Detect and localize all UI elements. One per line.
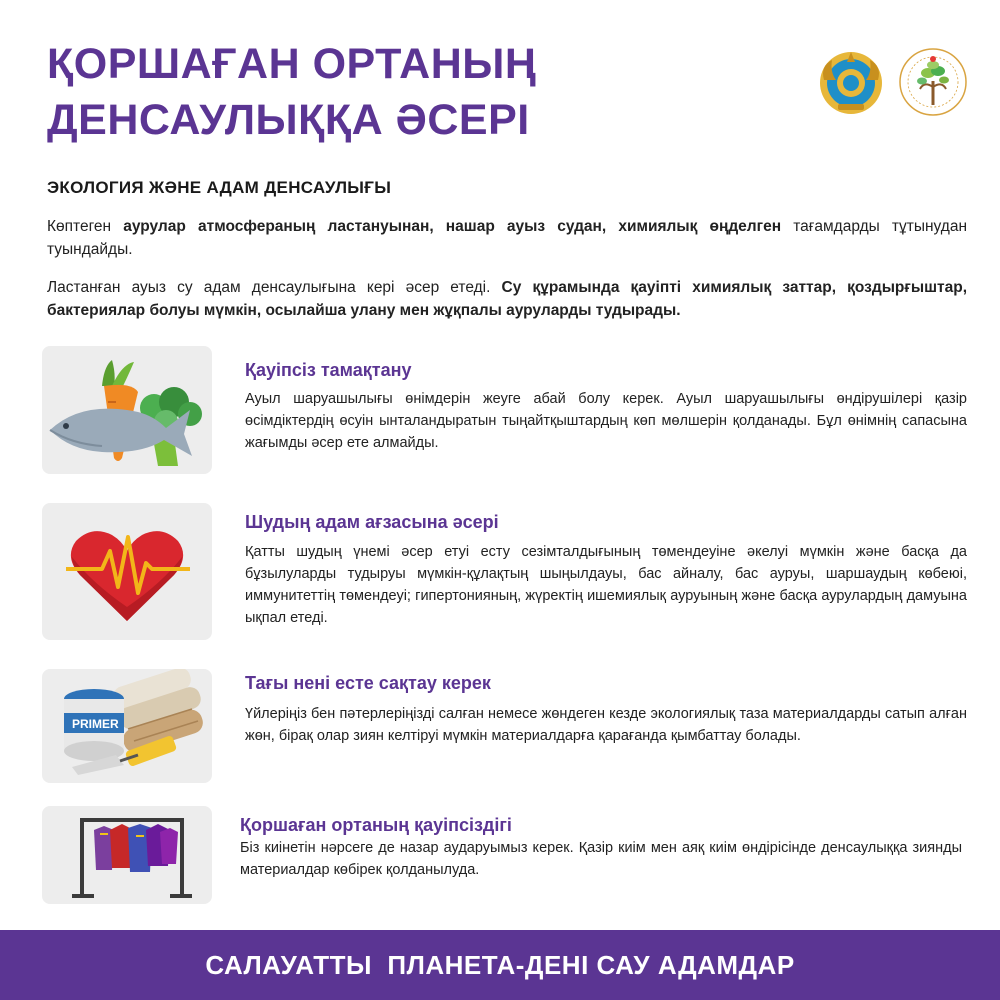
heart-pulse-icon	[42, 503, 212, 640]
card-title-noise: Шудың адам ағзасына әсері	[245, 512, 499, 532]
footer-slogan: САЛАУАТТЫ ПЛАНЕТА-ДЕНІ САУ АДАМДАР	[205, 949, 795, 980]
food-illustration	[42, 346, 212, 474]
intro-p1-end: тағамдарды тұтынудан туындайды.	[47, 218, 968, 258]
page-title-line-1: ҚОРШАҒАН ОРТАНЫҢ	[47, 40, 537, 88]
page-title-line-2: ДЕНСАУЛЫҚҚА ӘСЕРІ	[47, 96, 530, 144]
intro-paragraph-2	[47, 276, 967, 322]
footer-banner	[0, 930, 1000, 1000]
intro-p1-start: Көптеген	[47, 218, 124, 235]
intro-paragraph-1	[47, 215, 967, 261]
materials-illustration	[42, 669, 212, 783]
organization-logo-icon	[898, 47, 968, 117]
card-title-safe-food: Қауіпсіз тамақтану	[245, 360, 412, 380]
primer-label: PRIMER	[72, 717, 119, 731]
heart-illustration	[42, 503, 212, 640]
section-heading: ЭКОЛОГИЯ ЖӘНЕ АДАМ ДЕНСАУЛЫҒЫ	[47, 178, 392, 197]
clothing-rack-illustration	[42, 806, 212, 904]
intro-p1-bold: аурулар атмосфераның ластануынан, нашар ауыз судан, химиялық өңделген	[123, 218, 782, 235]
card-text-environment: Біз киінетін нәрсеге де назар аударуымыз керек. Қазір киім мен аяқ киім өндірісінде денсаулыққа зиянды материалдар көбірек қолданылуда.	[240, 840, 962, 878]
intro-p2-bold: Су құрамында қауіпті химиялық заттар, қоздырғыштар, бактериялар болуы мүмкін, осылайша улану мен жұқпалы ауруларды тудырады.	[47, 279, 967, 319]
fish-carrot-broccoli-icon	[42, 346, 212, 474]
card-text-remember: Үйлеріңіз бен пәтерлеріңізді салған немесе жөндеген кезде экологиялық таза материалдарды сатып алған жөн, бірақ олар зиян келтіруі мүмкін материалдарға қарағанда қымбаттау болады.	[245, 706, 967, 744]
card-title-environment: Қоршаған ортаның қауіпсіздігі	[240, 815, 512, 835]
page-title	[47, 36, 747, 148]
state-emblem-icon	[818, 50, 884, 116]
card-title-remember: Тағы нені есте сақтау керек	[245, 673, 491, 693]
intro-p2-start: Ластанған ауыз су адам денсаулығына кері әсер етеді.	[47, 279, 502, 296]
paint-primer-icon	[42, 669, 212, 783]
card-text-noise: Қатты шудың үнемі әсер етуі есту сезімталдығының төмендеуіне әкелуі мүмкін және басқа да бұзылуларды тудыруы мүмкін-құлақтың шыңылдауы, бас айналу, бас ауруы, шаршаудың көбеюі, иммунитеттің төмендеуі; гипертонияның, жүректің ишемиялық ауруының және басқа аурулардың дамуына ықпал етеді.	[245, 544, 967, 626]
card-text-safe-food: Ауыл шаруашылығы өнімдерін жеуге абай болу керек. Ауыл шаруашылығы өндірушілері қазір өсімдіктердің өсуін ынталандыратын тыңайтқыштардың көп мөлшерін қолданады. Бұл өнімнің сапасына жағымды әсер ете алмайды.	[245, 391, 967, 451]
clothing-rack-icon	[42, 806, 212, 904]
